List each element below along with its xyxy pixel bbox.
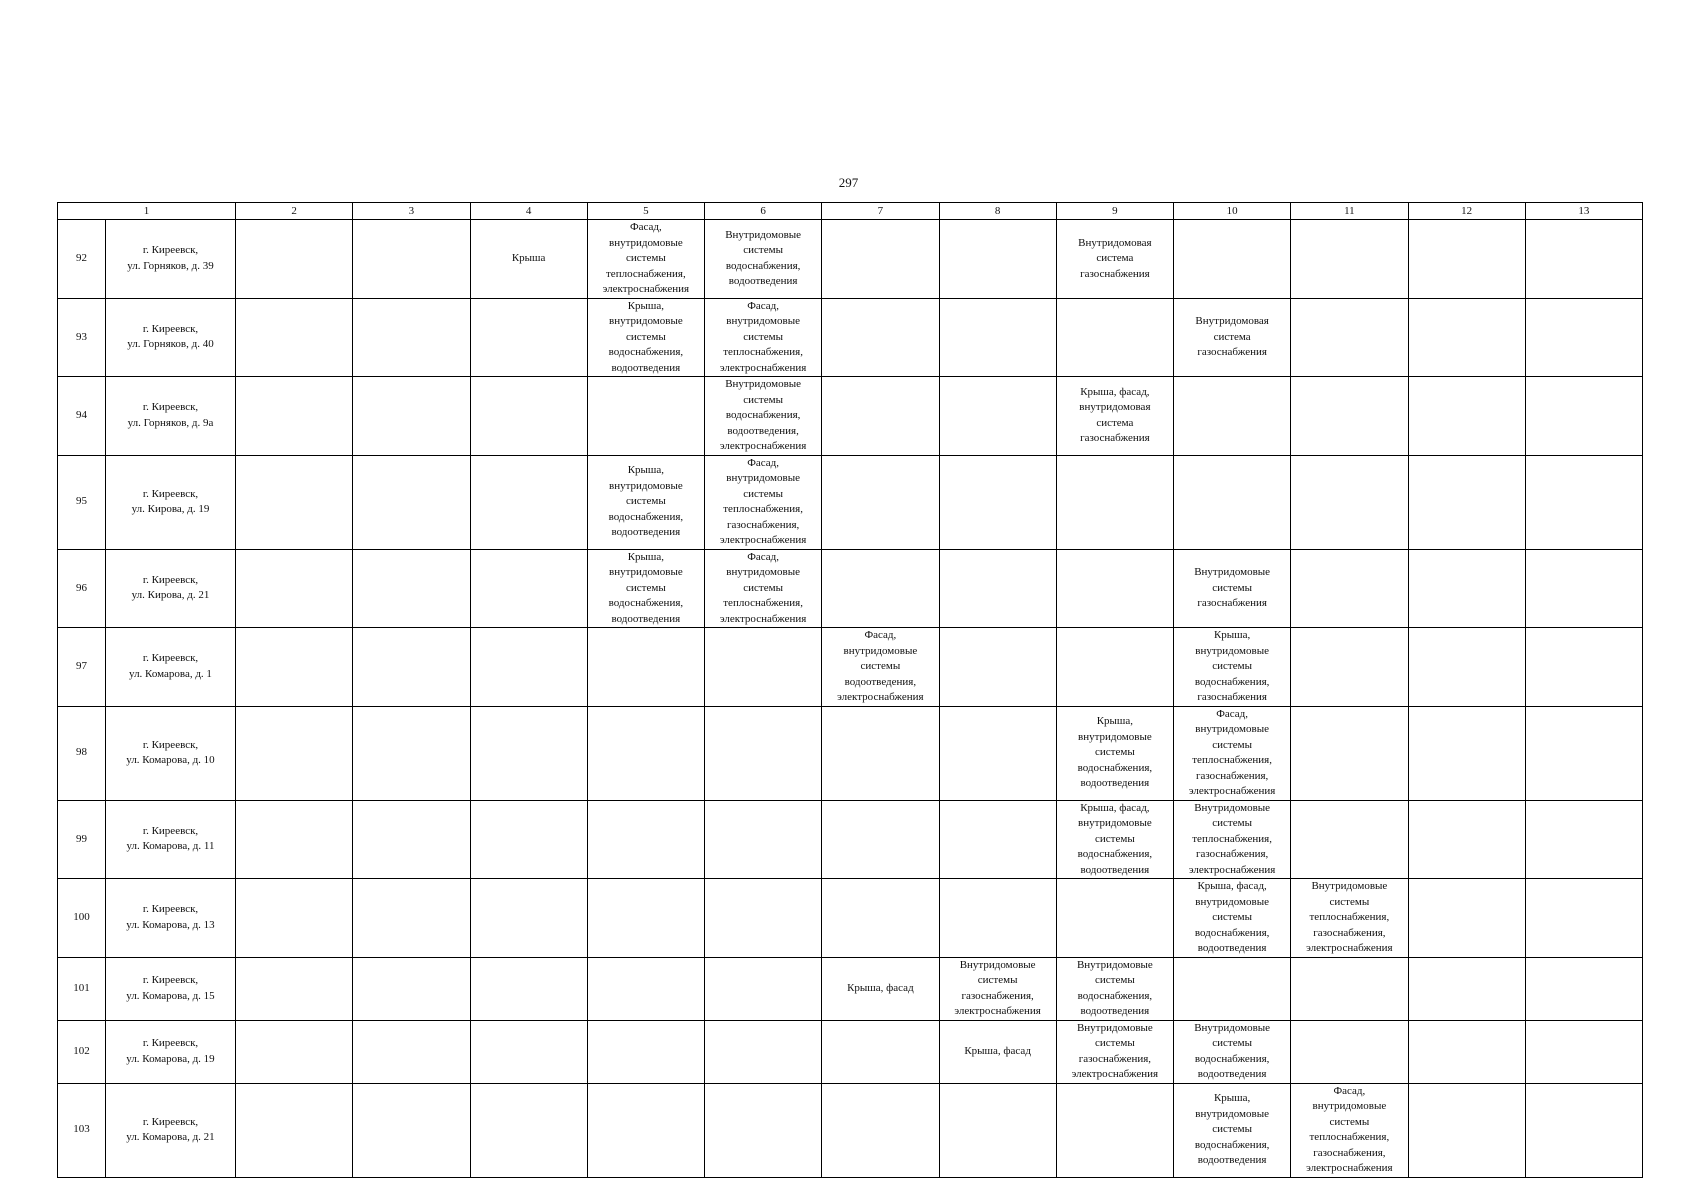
column-header-11: 11 — [1291, 203, 1408, 220]
row-number: 100 — [58, 879, 106, 958]
table-row — [58, 957, 1643, 1020]
work-cell-col-12 — [1408, 1020, 1525, 1083]
work-cell-col-2 — [236, 879, 353, 958]
row-number: 101 — [58, 957, 106, 1020]
work-cell-col-13 — [1525, 455, 1642, 549]
work-cell-col-9 — [1056, 879, 1173, 958]
address-cell: г. Киреевск, ул. Комарова, д. 10 — [106, 706, 236, 800]
work-cell-col-6 — [705, 800, 822, 879]
row-number: 99 — [58, 800, 106, 879]
work-cell-col-13 — [1525, 628, 1642, 707]
work-cell-col-6: Внутридомовые системы водоснабжения, водоотведения, электроснабжения — [705, 377, 822, 456]
work-cell-col-12 — [1408, 879, 1525, 958]
work-cell-col-8: Внутридомовые системы газоснабжения, электроснабжения — [939, 957, 1056, 1020]
row-number: 97 — [58, 628, 106, 707]
work-cell-col-13 — [1525, 1083, 1642, 1177]
work-cell-col-10 — [1174, 377, 1291, 456]
work-cell-col-7 — [822, 1020, 939, 1083]
work-cell-col-7: Крыша, фасад — [822, 957, 939, 1020]
work-cell-col-13 — [1525, 1020, 1642, 1083]
row-number: 92 — [58, 220, 106, 299]
address-cell: г. Киреевск, ул. Комарова, д. 11 — [106, 800, 236, 879]
work-cell-col-5: Крыша, внутридомовые системы водоснабжения, водоотведения — [587, 549, 704, 628]
work-cell-col-11: Фасад, внутридомовые системы теплоснабжения, газоснабжения, электроснабжения — [1291, 1083, 1408, 1177]
work-cell-col-2 — [236, 1020, 353, 1083]
work-cell-col-2 — [236, 628, 353, 707]
column-header-10: 10 — [1174, 203, 1291, 220]
work-cell-col-3 — [353, 298, 470, 377]
table-row — [58, 220, 1643, 299]
table-row — [58, 549, 1643, 628]
column-header-7: 7 — [822, 203, 939, 220]
work-cell-col-8 — [939, 800, 1056, 879]
work-cell-col-9: Крыша, фасад, внутридомовая система газоснабжения — [1056, 377, 1173, 456]
row-number: 93 — [58, 298, 106, 377]
work-cell-col-10 — [1174, 220, 1291, 299]
work-cell-col-13 — [1525, 220, 1642, 299]
work-cell-col-9 — [1056, 298, 1173, 377]
work-cell-col-13 — [1525, 879, 1642, 958]
work-cell-col-8 — [939, 377, 1056, 456]
address-cell: г. Киреевск, ул. Кирова, д. 19 — [106, 455, 236, 549]
work-cell-col-5: Крыша, внутридомовые системы водоснабжения, водоотведения — [587, 455, 704, 549]
work-cell-col-11 — [1291, 628, 1408, 707]
work-cell-col-9 — [1056, 455, 1173, 549]
column-header-4: 4 — [470, 203, 587, 220]
address-cell: г. Киреевск, ул. Кирова, д. 21 — [106, 549, 236, 628]
work-cell-col-12 — [1408, 549, 1525, 628]
work-cell-col-12 — [1408, 455, 1525, 549]
work-cell-col-7 — [822, 800, 939, 879]
row-number: 96 — [58, 549, 106, 628]
column-header-8: 8 — [939, 203, 1056, 220]
work-cell-col-5 — [587, 957, 704, 1020]
work-cell-col-3 — [353, 377, 470, 456]
work-cell-col-6 — [705, 957, 822, 1020]
work-cell-col-2 — [236, 549, 353, 628]
work-cell-col-11 — [1291, 377, 1408, 456]
work-cell-col-13 — [1525, 377, 1642, 456]
work-cell-col-8 — [939, 298, 1056, 377]
work-cell-col-7 — [822, 377, 939, 456]
work-cell-col-2 — [236, 800, 353, 879]
address-cell: г. Киреевск, ул. Комарова, д. 1 — [106, 628, 236, 707]
column-header-6: 6 — [705, 203, 822, 220]
work-cell-col-6: Фасад, внутридомовые системы теплоснабжения, газоснабжения, электроснабжения — [705, 455, 822, 549]
work-cell-col-5 — [587, 879, 704, 958]
work-cell-col-9 — [1056, 549, 1173, 628]
work-cell-col-12 — [1408, 377, 1525, 456]
work-cell-col-11 — [1291, 706, 1408, 800]
work-cell-col-5 — [587, 377, 704, 456]
work-cell-col-13 — [1525, 549, 1642, 628]
work-cell-col-10: Фасад, внутридомовые системы теплоснабжения, газоснабжения, электроснабжения — [1174, 706, 1291, 800]
table-row — [58, 628, 1643, 707]
work-cell-col-11 — [1291, 957, 1408, 1020]
work-cell-col-3 — [353, 1083, 470, 1177]
work-cell-col-6: Внутридомовые системы водоснабжения, водоотведения — [705, 220, 822, 299]
work-cell-col-6: Фасад, внутридомовые системы теплоснабжения, электроснабжения — [705, 298, 822, 377]
work-cell-col-8 — [939, 1083, 1056, 1177]
work-cell-col-11 — [1291, 549, 1408, 628]
work-cell-col-12 — [1408, 298, 1525, 377]
work-cell-col-10: Внутридомовые системы теплоснабжения, газоснабжения, электроснабжения — [1174, 800, 1291, 879]
address-cell: г. Киреевск, ул. Комарова, д. 15 — [106, 957, 236, 1020]
work-cell-col-3 — [353, 220, 470, 299]
work-cell-col-5 — [587, 628, 704, 707]
work-cell-col-4 — [470, 1020, 587, 1083]
table-row — [58, 377, 1643, 456]
work-cell-col-3 — [353, 628, 470, 707]
work-cell-col-8 — [939, 549, 1056, 628]
work-cell-col-11 — [1291, 298, 1408, 377]
address-cell: г. Киреевск, ул. Комарова, д. 19 — [106, 1020, 236, 1083]
work-cell-col-7 — [822, 706, 939, 800]
table-row — [58, 455, 1643, 549]
address-cell: г. Киреевск, ул. Горняков, д. 40 — [106, 298, 236, 377]
work-cell-col-12 — [1408, 220, 1525, 299]
column-header-12: 12 — [1408, 203, 1525, 220]
work-cell-col-7: Фасад, внутридомовые системы водоотведения, электроснабжения — [822, 628, 939, 707]
work-cell-col-10: Крыша, фасад, внутридомовые системы водоснабжения, водоотведения — [1174, 879, 1291, 958]
header-row — [58, 203, 1643, 220]
work-cell-col-8: Крыша, фасад — [939, 1020, 1056, 1083]
work-cell-col-5 — [587, 1020, 704, 1083]
work-cell-col-8 — [939, 706, 1056, 800]
work-cell-col-5 — [587, 800, 704, 879]
address-cell: г. Киреевск, ул. Горняков, д. 39 — [106, 220, 236, 299]
work-cell-col-3 — [353, 1020, 470, 1083]
work-cell-col-5: Крыша, внутридомовые системы водоснабжения, водоотведения — [587, 298, 704, 377]
column-header-9: 9 — [1056, 203, 1173, 220]
work-cell-col-7 — [822, 455, 939, 549]
work-cell-col-8 — [939, 879, 1056, 958]
work-cell-col-13 — [1525, 706, 1642, 800]
work-cell-col-10 — [1174, 957, 1291, 1020]
address-cell: г. Киреевск, ул. Горняков, д. 9а — [106, 377, 236, 456]
work-cell-col-3 — [353, 455, 470, 549]
work-cell-col-11 — [1291, 1020, 1408, 1083]
work-cell-col-2 — [236, 957, 353, 1020]
work-cell-col-9: Внутридомовые системы газоснабжения, электроснабжения — [1056, 1020, 1173, 1083]
work-cell-col-8 — [939, 628, 1056, 707]
work-cell-col-10: Внутридомовые системы газоснабжения — [1174, 549, 1291, 628]
work-cell-col-3 — [353, 549, 470, 628]
work-cell-col-6 — [705, 1020, 822, 1083]
work-cell-col-2 — [236, 1083, 353, 1177]
column-header-1: 1 — [58, 203, 236, 220]
work-cell-col-5 — [587, 1083, 704, 1177]
work-cell-col-6 — [705, 628, 822, 707]
work-cell-col-12 — [1408, 800, 1525, 879]
work-cell-col-11: Внутридомовые системы теплоснабжения, газоснабжения, электроснабжения — [1291, 879, 1408, 958]
table-body — [58, 220, 1643, 1178]
work-cell-col-8 — [939, 455, 1056, 549]
work-cell-col-2 — [236, 377, 353, 456]
work-cell-col-4 — [470, 800, 587, 879]
table-row — [58, 1083, 1643, 1177]
work-cell-col-3 — [353, 706, 470, 800]
work-cell-col-9 — [1056, 628, 1173, 707]
work-cell-col-10 — [1174, 455, 1291, 549]
work-cell-col-9: Крыша, внутридомовые системы водоснабжения, водоотведения — [1056, 706, 1173, 800]
address-cell: г. Киреевск, ул. Комарова, д. 13 — [106, 879, 236, 958]
work-cell-col-4 — [470, 455, 587, 549]
work-cell-col-6 — [705, 1083, 822, 1177]
work-cell-col-2 — [236, 706, 353, 800]
table-row — [58, 706, 1643, 800]
work-cell-col-7 — [822, 1083, 939, 1177]
work-cell-col-8 — [939, 220, 1056, 299]
address-cell: г. Киреевск, ул. Комарова, д. 21 — [106, 1083, 236, 1177]
work-cell-col-2 — [236, 455, 353, 549]
work-cell-col-5 — [587, 706, 704, 800]
table-row — [58, 879, 1643, 958]
work-cell-col-2 — [236, 220, 353, 299]
column-header-3: 3 — [353, 203, 470, 220]
work-cell-col-13 — [1525, 800, 1642, 879]
work-cell-col-6 — [705, 879, 822, 958]
work-cell-col-13 — [1525, 957, 1642, 1020]
work-cell-col-12 — [1408, 957, 1525, 1020]
row-number: 98 — [58, 706, 106, 800]
work-cell-col-3 — [353, 879, 470, 958]
work-cell-col-10: Крыша, внутридомовые системы водоснабжения, водоотведения — [1174, 1083, 1291, 1177]
work-cell-col-9: Крыша, фасад, внутридомовые системы водоснабжения, водоотведения — [1056, 800, 1173, 879]
work-cell-col-4 — [470, 1083, 587, 1177]
work-cell-col-3 — [353, 957, 470, 1020]
work-cell-col-4 — [470, 879, 587, 958]
work-cell-col-6 — [705, 706, 822, 800]
work-cell-col-5: Фасад, внутридомовые системы теплоснабжения, электроснабжения — [587, 220, 704, 299]
column-header-5: 5 — [587, 203, 704, 220]
work-cell-col-3 — [353, 800, 470, 879]
page-number: 297 — [838, 175, 859, 190]
work-cell-col-7 — [822, 298, 939, 377]
work-cell-col-10: Внутридомовая система газоснабжения — [1174, 298, 1291, 377]
table-row — [58, 800, 1643, 879]
work-cell-col-10: Внутридомовые системы водоснабжения, водоотведения — [1174, 1020, 1291, 1083]
work-cell-col-12 — [1408, 1083, 1525, 1177]
column-header-13: 13 — [1525, 203, 1642, 220]
work-cell-col-4 — [470, 706, 587, 800]
schedule-table — [57, 202, 1643, 1178]
row-number: 94 — [58, 377, 106, 456]
work-cell-col-7 — [822, 549, 939, 628]
work-cell-col-6: Фасад, внутридомовые системы теплоснабжения, электроснабжения — [705, 549, 822, 628]
work-cell-col-4 — [470, 298, 587, 377]
work-cell-col-11 — [1291, 220, 1408, 299]
row-number: 103 — [58, 1083, 106, 1177]
work-cell-col-13 — [1525, 298, 1642, 377]
work-cell-col-4 — [470, 549, 587, 628]
table-row — [58, 298, 1643, 377]
work-cell-col-9: Внутридомовая система газоснабжения — [1056, 220, 1173, 299]
row-number: 95 — [58, 455, 106, 549]
work-cell-col-12 — [1408, 706, 1525, 800]
work-cell-col-7 — [822, 879, 939, 958]
work-cell-col-10: Крыша, внутридомовые системы водоснабжения, газоснабжения — [1174, 628, 1291, 707]
work-cell-col-4: Крыша — [470, 220, 587, 299]
work-cell-col-4 — [470, 957, 587, 1020]
column-header-2: 2 — [236, 203, 353, 220]
work-cell-col-9: Внутридомовые системы водоснабжения, водоотведения — [1056, 957, 1173, 1020]
row-number: 102 — [58, 1020, 106, 1083]
work-cell-col-11 — [1291, 455, 1408, 549]
work-cell-col-7 — [822, 220, 939, 299]
work-cell-col-2 — [236, 298, 353, 377]
table-row — [58, 1020, 1643, 1083]
work-cell-col-4 — [470, 377, 587, 456]
work-cell-col-4 — [470, 628, 587, 707]
work-cell-col-11 — [1291, 800, 1408, 879]
work-cell-col-12 — [1408, 628, 1525, 707]
work-cell-col-9 — [1056, 1083, 1173, 1177]
